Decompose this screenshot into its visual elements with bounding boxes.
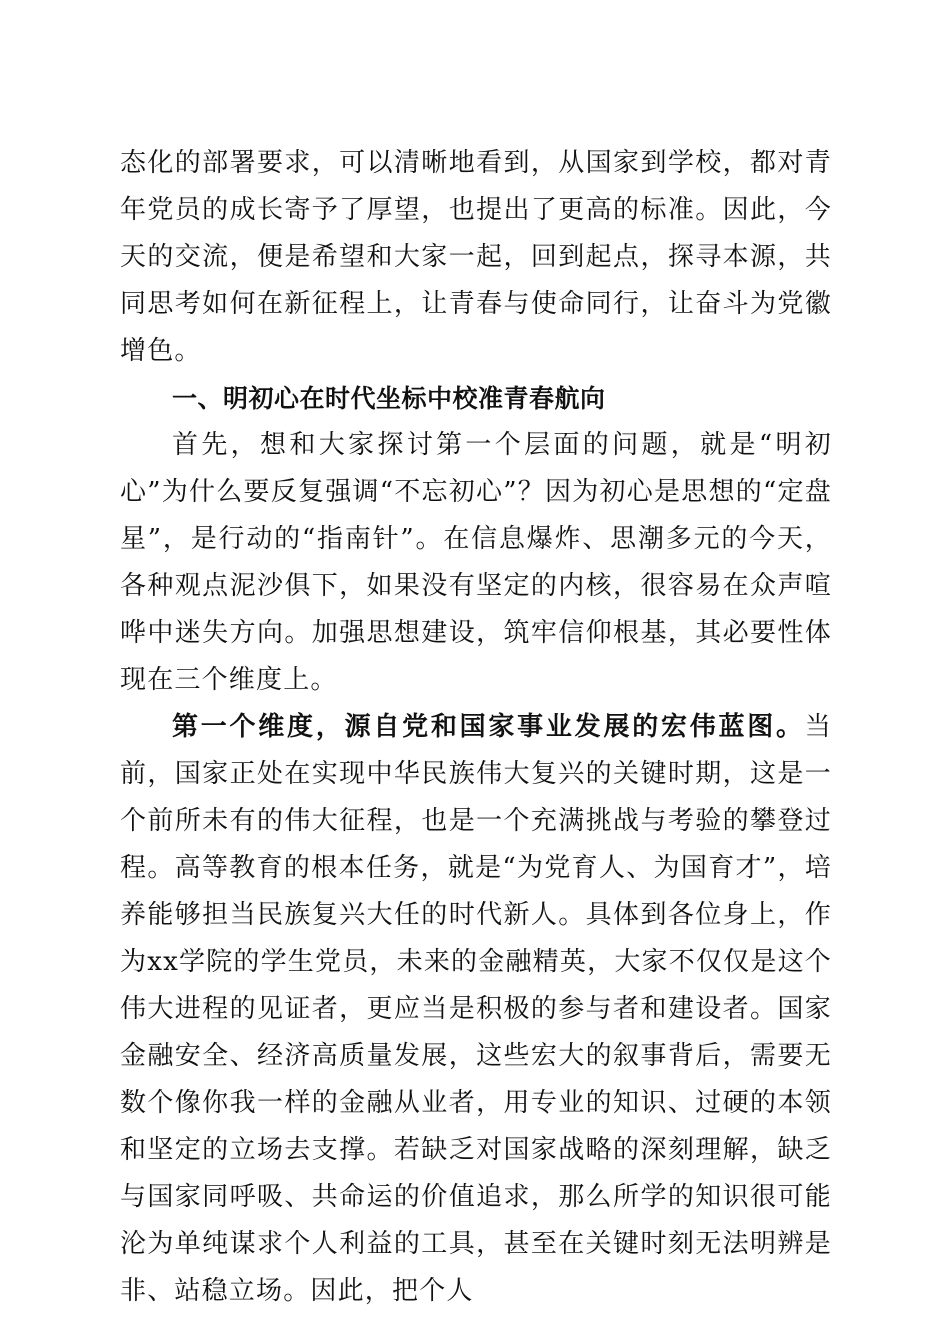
paragraph-1: 首先，想和大家探讨第一个层面的问题，就是“明初心”为什么要反复强调“不忘初心”？因为初心是思想的“定盘星”，是行动的“指南针”。在信息爆炸、思潮多元的今天，各种观点泥沙俱下，如果没有坚定的内核，很容易在众声喧哗中迷失方向。加强思想建设，筑牢信仰根基，其必要性体现在三个维度上。 [120, 430, 832, 695]
section-heading: 一、明初心在时代坐标中校准青春航向 [172, 384, 606, 413]
paragraph-2-lead: 第一个维度，源自党和国家事业发展的宏伟蓝图。 [172, 712, 805, 742]
paragraph-2 [120, 704, 832, 1315]
document-body [120, 140, 832, 1315]
paragraph-2-body: 当前，国家正处在实现中华民族伟大复兴的关键时期，这是一个前所未有的伟大征程，也是一个充满挑战与考验的攀登过程。高等教育的根本任务，就是“为党育人、为国育才”，培养能够担当民族复兴大任的时代新人。具体到各位身上，作为xx学院的学生党员，未来的金融精英，大家不仅仅是这个伟大进程的见证者，更应当是积极的参与者和建设者。国家金融安全、经济高质量发展，这些宏大的叙事背后，需要无数个像你我一样的金融从业者，用专业的知识、过硬的本领和坚定的立场去支撑。若缺乏对国家战略的深刻理解，缺乏与国家同呼吸、共命运的价值追求，那么所学的知识很可能沦为单纯谋求个人利益的工具，甚至在关键时刻无法明辨是非、站稳立场。因此，把个人 [120, 712, 832, 1306]
continuation-paragraph: 态化的部署要求，可以清晰地看到，从国家到学校，都对青年党员的成长寄予了厚望，也提出了更高的标准。因此，今天的交流，便是希望和大家一起，回到起点，探寻本源，共同思考如何在新征程上，让青春与使命同行，让奋斗为党徽增色。 [120, 148, 832, 366]
